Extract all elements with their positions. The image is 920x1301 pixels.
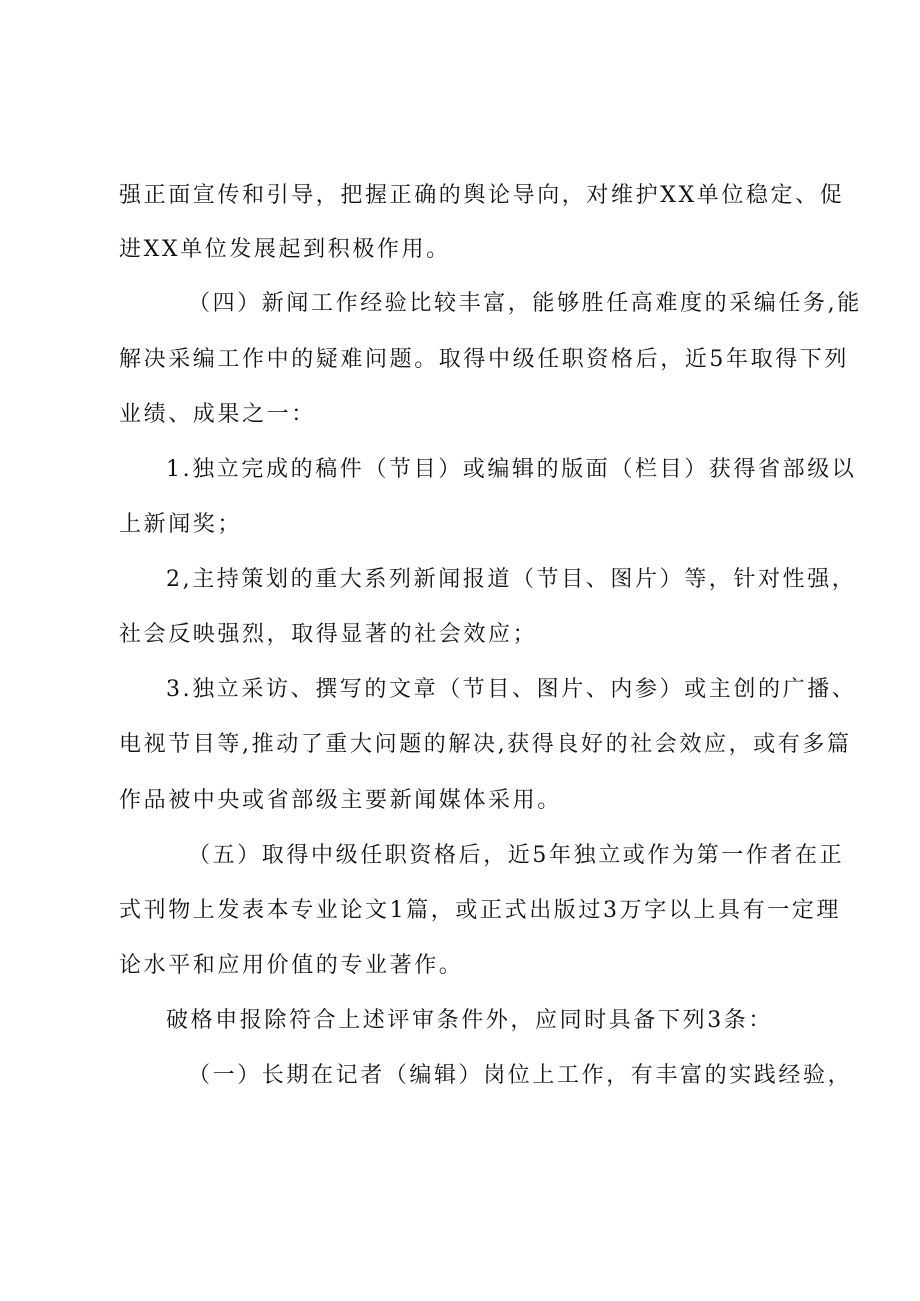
text-line: （一）长期在记者（编辑）岗位上工作，有丰富的实践经验， (188, 1063, 853, 1088)
text-line: 破格申报除符合上述评审条件外，应同时具备下列3条： (166, 1008, 773, 1033)
text-line: 强正面宣传和引导，把握正确的舆论导向，对维护XX单位稳定、促 (119, 183, 845, 208)
text-line: （四）新闻工作经验比较丰富，能够胜任高难度的采编任务,能 (188, 291, 862, 316)
text-line: 上新闻奖； (119, 512, 243, 537)
text-line: 电视节目等,推动了重大问题的解决,获得良好的社会效应，或有多篇 (119, 732, 852, 757)
text-line: 业绩、成果之一： (119, 402, 316, 427)
text-line: 2,主持策划的重大系列新闻报道（节目、图片）等，针对性强， (166, 567, 857, 592)
text-line: 进XX单位发展起到积极作用。 (119, 237, 451, 262)
text-line: （五）取得中级任职资格后，近5年独立或作为第一作者在正 (188, 843, 845, 868)
text-line: 式刊物上发表本专业论文1篇，或正式出版过3万字以上具有一定理 (119, 898, 841, 923)
text-line: 3.独立采访、撰写的文章（节目、图片、内参）或主创的广播、 (166, 677, 857, 702)
text-line: 作品被中央或省部级主要新闻媒体采用。 (119, 788, 562, 813)
text-line: 解决采编工作中的疑难问题。取得中级任职资格后，近5年取得下列 (119, 347, 849, 372)
text-line: 1.独立完成的稿件（节目）或编辑的版面（栏目）获得省部级以 (166, 457, 857, 482)
text-line: 社会反映强烈，取得显著的社会效应； (119, 622, 538, 647)
text-line: 论水平和应用价值的专业著作。 (119, 953, 464, 978)
